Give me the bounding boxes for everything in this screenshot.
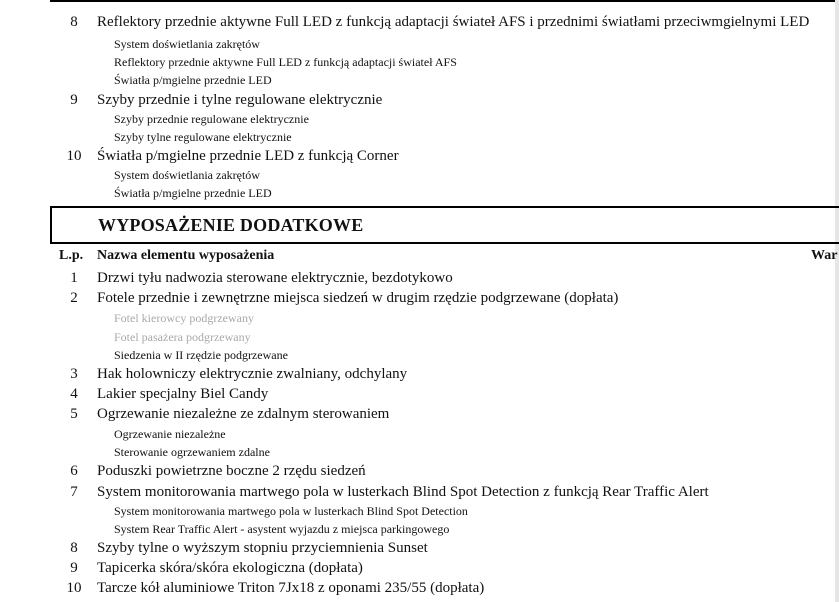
sub-item: Siedzenia w II rzędzie podgrzewane xyxy=(114,348,288,362)
item-label: Hak holowniczy elektrycznie zwalniany, odchylany xyxy=(97,366,408,382)
sub-item: Światła p/mgielne przednie LED xyxy=(114,73,272,87)
item-number: 1 xyxy=(70,270,78,286)
item-number: 3 xyxy=(70,366,78,382)
sub-item: Sterowanie ogrzewaniem zdalne xyxy=(114,445,270,459)
item-label: Światła p/mgielne przednie LED z funkcją Corner xyxy=(97,148,399,164)
item-number: 5 xyxy=(70,406,78,422)
item-number: 6 xyxy=(70,463,78,479)
item-number: 8 xyxy=(70,540,78,556)
sub-item: Światła p/mgielne przednie LED xyxy=(114,186,272,200)
item-label: Poduszki powietrzne boczne 2 rzędu siedzeń xyxy=(97,463,366,479)
sub-item: Fotel kierowcy podgrzewany xyxy=(114,311,254,325)
column-header-lp: L.p. xyxy=(59,248,84,263)
item-label: Tarcze kół aluminiowe Triton 7Jx18 z oponami 235/55 (dopłata) xyxy=(97,580,485,596)
sub-item: System doświetlania zakrętów xyxy=(114,37,260,51)
item-label: Fotele przednie i zewnętrzne miejsca siedzeń w drugim rzędzie podgrzewane (dopłata) xyxy=(97,290,619,306)
item-number: 7 xyxy=(70,484,78,500)
section-header xyxy=(50,206,839,244)
item-number: 9 xyxy=(70,92,78,108)
sub-item: System monitorowania martwego pola w lusterkach Blind Spot Detection xyxy=(114,504,468,518)
sub-item: Fotel pasażera podgrzewany xyxy=(114,330,251,344)
sub-item: Reflektory przednie aktywne Full LED z funkcją adaptacji świateł AFS xyxy=(114,55,457,69)
item-label: Ogrzewanie niezależne ze zdalnym sterowaniem xyxy=(97,406,390,422)
top-border-line xyxy=(50,0,839,2)
sub-item: Szyby przednie regulowane elektrycznie xyxy=(114,112,309,126)
column-header-name: Nazwa elementu wyposażenia xyxy=(97,248,275,263)
item-label: Lakier specjalny Biel Candy xyxy=(97,386,269,402)
item-number: 2 xyxy=(70,290,78,306)
section-title: WYPOSAŻENIE DODATKOWE xyxy=(98,215,364,235)
item-number: 10 xyxy=(66,148,82,164)
column-header-value: War xyxy=(811,248,838,263)
item-label: Szyby tylne o wyższym stopniu przyciemnienia Sunset xyxy=(97,540,428,556)
item-label: Szyby przednie i tylne regulowane elektrycznie xyxy=(97,92,383,108)
item-number: 8 xyxy=(70,14,78,30)
item-number: 4 xyxy=(70,386,78,402)
sub-item: Ogrzewanie niezależne xyxy=(114,427,226,441)
sub-item: System doświetlania zakrętów xyxy=(114,168,260,182)
item-label: Tapicerka skóra/skóra ekologiczna (dopłata) xyxy=(97,560,363,576)
item-label: Drzwi tyłu nadwozia sterowane elektrycznie, bezdotykowo xyxy=(97,270,453,286)
item-label: System monitorowania martwego pola w lusterkach Blind Spot Detection z funkcją Rear Traffic Alert xyxy=(97,484,709,500)
sub-item: System Rear Traffic Alert - asystent wyjazdu z miejsca parkingowego xyxy=(114,522,450,536)
item-number: 9 xyxy=(70,560,78,576)
item-label: Reflektory przednie aktywne Full LED z funkcją adaptacji świateł AFS i przednimi światłami przeciwmgielnymi LED xyxy=(97,14,810,30)
sub-item: Szyby tylne regulowane elektrycznie xyxy=(114,130,292,144)
item-number: 10 xyxy=(66,580,82,596)
page-edge xyxy=(835,0,839,602)
